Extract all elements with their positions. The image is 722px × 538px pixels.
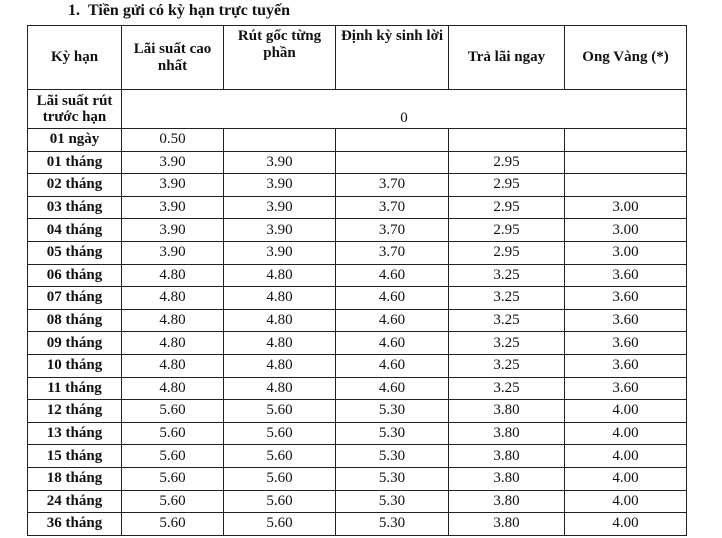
partial-withdrawal-cell: 3.90 bbox=[224, 241, 336, 264]
periodic-profit-cell: 4.60 bbox=[336, 287, 449, 310]
upfront-interest-cell: 2.95 bbox=[449, 219, 565, 242]
highest-rate-cell: 4.80 bbox=[122, 354, 224, 377]
term-cell: 10 tháng bbox=[28, 354, 122, 377]
upfront-interest-cell: 3.25 bbox=[449, 354, 565, 377]
table-row bbox=[28, 490, 687, 513]
ong-vang-cell: 3.60 bbox=[565, 264, 687, 287]
ong-vang-cell bbox=[565, 129, 687, 152]
term-cell: 15 tháng bbox=[28, 445, 122, 468]
table-row bbox=[28, 513, 687, 536]
section-heading bbox=[68, 0, 290, 22]
header-periodic-profit: Định kỳ sinh lời bbox=[336, 26, 449, 90]
table-row bbox=[28, 151, 687, 174]
table-row bbox=[28, 377, 687, 400]
partial-withdrawal-cell: 3.90 bbox=[224, 151, 336, 174]
table-row bbox=[28, 309, 687, 332]
header-upfront-interest: Trả lãi ngay bbox=[449, 26, 565, 90]
partial-withdrawal-cell: 4.80 bbox=[224, 332, 336, 355]
table-body bbox=[28, 90, 687, 536]
upfront-interest-cell: 3.80 bbox=[449, 445, 565, 468]
term-cell: 24 tháng bbox=[28, 490, 122, 513]
ong-vang-cell: 3.60 bbox=[565, 332, 687, 355]
upfront-interest-cell bbox=[449, 129, 565, 152]
ong-vang-cell: 3.60 bbox=[565, 309, 687, 332]
highest-rate-cell: 4.80 bbox=[122, 309, 224, 332]
early-withdrawal-label: Lãi suất rút trước hạn bbox=[28, 90, 122, 129]
table-row bbox=[28, 264, 687, 287]
periodic-profit-cell: 3.70 bbox=[336, 219, 449, 242]
header-partial-withdrawal: Rút gốc từng phần bbox=[224, 26, 336, 90]
highest-rate-cell: 4.80 bbox=[122, 287, 224, 310]
table-row bbox=[28, 129, 687, 152]
periodic-profit-cell bbox=[336, 129, 449, 152]
ong-vang-cell: 3.60 bbox=[565, 377, 687, 400]
table-row bbox=[28, 422, 687, 445]
highest-rate-cell: 3.90 bbox=[122, 241, 224, 264]
table-row bbox=[28, 354, 687, 377]
ong-vang-cell: 3.00 bbox=[565, 219, 687, 242]
upfront-interest-cell: 3.25 bbox=[449, 264, 565, 287]
table-row bbox=[28, 219, 687, 242]
highest-rate-cell: 3.90 bbox=[122, 196, 224, 219]
table-row bbox=[28, 287, 687, 310]
partial-withdrawal-cell: 5.60 bbox=[224, 467, 336, 490]
partial-withdrawal-cell: 5.60 bbox=[224, 400, 336, 423]
table-row bbox=[28, 400, 687, 423]
highest-rate-cell: 0.50 bbox=[122, 129, 224, 152]
ong-vang-cell: 3.00 bbox=[565, 241, 687, 264]
ong-vang-cell: 4.00 bbox=[565, 422, 687, 445]
partial-withdrawal-cell: 3.90 bbox=[224, 219, 336, 242]
ong-vang-cell: 4.00 bbox=[565, 467, 687, 490]
header-row bbox=[28, 26, 687, 90]
ong-vang-cell: 3.60 bbox=[565, 287, 687, 310]
highest-rate-cell: 4.80 bbox=[122, 332, 224, 355]
term-cell: 06 tháng bbox=[28, 264, 122, 287]
highest-rate-cell: 3.90 bbox=[122, 219, 224, 242]
highest-rate-cell: 5.60 bbox=[122, 467, 224, 490]
header-ong-vang: Ong Vàng (*) bbox=[565, 26, 687, 90]
highest-rate-cell: 5.60 bbox=[122, 400, 224, 423]
highest-rate-cell: 5.60 bbox=[122, 445, 224, 468]
periodic-profit-cell: 3.70 bbox=[336, 174, 449, 197]
ong-vang-cell: 4.00 bbox=[565, 490, 687, 513]
term-cell: 02 tháng bbox=[28, 174, 122, 197]
highest-rate-cell: 4.80 bbox=[122, 264, 224, 287]
partial-withdrawal-cell: 3.90 bbox=[224, 196, 336, 219]
term-cell: 18 tháng bbox=[28, 467, 122, 490]
term-cell: 09 tháng bbox=[28, 332, 122, 355]
periodic-profit-cell: 5.30 bbox=[336, 513, 449, 536]
term-cell: 01 ngày bbox=[28, 129, 122, 152]
periodic-profit-cell: 4.60 bbox=[336, 354, 449, 377]
upfront-interest-cell: 2.95 bbox=[449, 196, 565, 219]
upfront-interest-cell: 3.80 bbox=[449, 513, 565, 536]
partial-withdrawal-cell: 4.80 bbox=[224, 264, 336, 287]
highest-rate-cell: 3.90 bbox=[122, 174, 224, 197]
term-cell: 03 tháng bbox=[28, 196, 122, 219]
highest-rate-cell: 3.90 bbox=[122, 151, 224, 174]
periodic-profit-cell bbox=[336, 151, 449, 174]
partial-withdrawal-cell: 5.60 bbox=[224, 445, 336, 468]
ong-vang-cell: 3.60 bbox=[565, 354, 687, 377]
upfront-interest-cell: 3.25 bbox=[449, 309, 565, 332]
highest-rate-cell: 5.60 bbox=[122, 422, 224, 445]
highest-rate-cell: 4.80 bbox=[122, 377, 224, 400]
partial-withdrawal-cell bbox=[224, 129, 336, 152]
periodic-profit-cell: 3.70 bbox=[336, 241, 449, 264]
partial-withdrawal-cell: 5.60 bbox=[224, 490, 336, 513]
upfront-interest-cell: 3.80 bbox=[449, 490, 565, 513]
partial-withdrawal-cell: 3.90 bbox=[224, 174, 336, 197]
partial-withdrawal-cell: 4.80 bbox=[224, 354, 336, 377]
term-cell: 05 tháng bbox=[28, 241, 122, 264]
upfront-interest-cell: 2.95 bbox=[449, 174, 565, 197]
section-number: 1. bbox=[68, 2, 80, 19]
term-cell: 13 tháng bbox=[28, 422, 122, 445]
highest-rate-cell: 5.60 bbox=[122, 513, 224, 536]
partial-withdrawal-cell: 5.60 bbox=[224, 513, 336, 536]
periodic-profit-cell: 4.60 bbox=[336, 332, 449, 355]
table-row bbox=[28, 332, 687, 355]
early-withdrawal-row bbox=[28, 90, 687, 129]
periodic-profit-cell: 3.70 bbox=[336, 196, 449, 219]
upfront-interest-cell: 2.95 bbox=[449, 241, 565, 264]
upfront-interest-cell: 3.80 bbox=[449, 400, 565, 423]
ong-vang-cell bbox=[565, 174, 687, 197]
table-row bbox=[28, 467, 687, 490]
periodic-profit-cell: 4.60 bbox=[336, 309, 449, 332]
upfront-interest-cell: 3.80 bbox=[449, 422, 565, 445]
partial-withdrawal-cell: 4.80 bbox=[224, 287, 336, 310]
upfront-interest-cell: 3.25 bbox=[449, 332, 565, 355]
periodic-profit-cell: 4.60 bbox=[336, 264, 449, 287]
ong-vang-cell: 3.00 bbox=[565, 196, 687, 219]
periodic-profit-cell: 5.30 bbox=[336, 445, 449, 468]
term-cell: 07 tháng bbox=[28, 287, 122, 310]
periodic-profit-cell: 4.60 bbox=[336, 377, 449, 400]
partial-withdrawal-cell: 4.80 bbox=[224, 309, 336, 332]
table-row bbox=[28, 445, 687, 468]
header-term: Kỳ hạn bbox=[28, 26, 122, 90]
term-cell: 11 tháng bbox=[28, 377, 122, 400]
periodic-profit-cell: 5.30 bbox=[336, 400, 449, 423]
term-cell: 36 tháng bbox=[28, 513, 122, 536]
term-cell: 04 tháng bbox=[28, 219, 122, 242]
periodic-profit-cell: 5.30 bbox=[336, 422, 449, 445]
upfront-interest-cell: 2.95 bbox=[449, 151, 565, 174]
ong-vang-cell: 4.00 bbox=[565, 400, 687, 423]
partial-withdrawal-cell: 5.60 bbox=[224, 422, 336, 445]
table-row bbox=[28, 196, 687, 219]
section-title: Tiền gửi có kỳ hạn trực tuyến bbox=[88, 2, 291, 19]
interest-rate-table bbox=[27, 25, 687, 536]
ong-vang-cell bbox=[565, 151, 687, 174]
early-withdrawal-value: 0 bbox=[122, 90, 687, 129]
header-highest-rate: Lãi suất cao nhất bbox=[122, 26, 224, 90]
table-row bbox=[28, 241, 687, 264]
partial-withdrawal-cell: 4.80 bbox=[224, 377, 336, 400]
periodic-profit-cell: 5.30 bbox=[336, 467, 449, 490]
upfront-interest-cell: 3.80 bbox=[449, 467, 565, 490]
periodic-profit-cell: 5.30 bbox=[336, 490, 449, 513]
upfront-interest-cell: 3.25 bbox=[449, 377, 565, 400]
highest-rate-cell: 5.60 bbox=[122, 490, 224, 513]
table-header bbox=[28, 26, 687, 90]
table-row bbox=[28, 174, 687, 197]
term-cell: 01 tháng bbox=[28, 151, 122, 174]
ong-vang-cell: 4.00 bbox=[565, 513, 687, 536]
term-cell: 12 tháng bbox=[28, 400, 122, 423]
term-cell: 08 tháng bbox=[28, 309, 122, 332]
ong-vang-cell: 4.00 bbox=[565, 445, 687, 468]
upfront-interest-cell: 3.25 bbox=[449, 287, 565, 310]
